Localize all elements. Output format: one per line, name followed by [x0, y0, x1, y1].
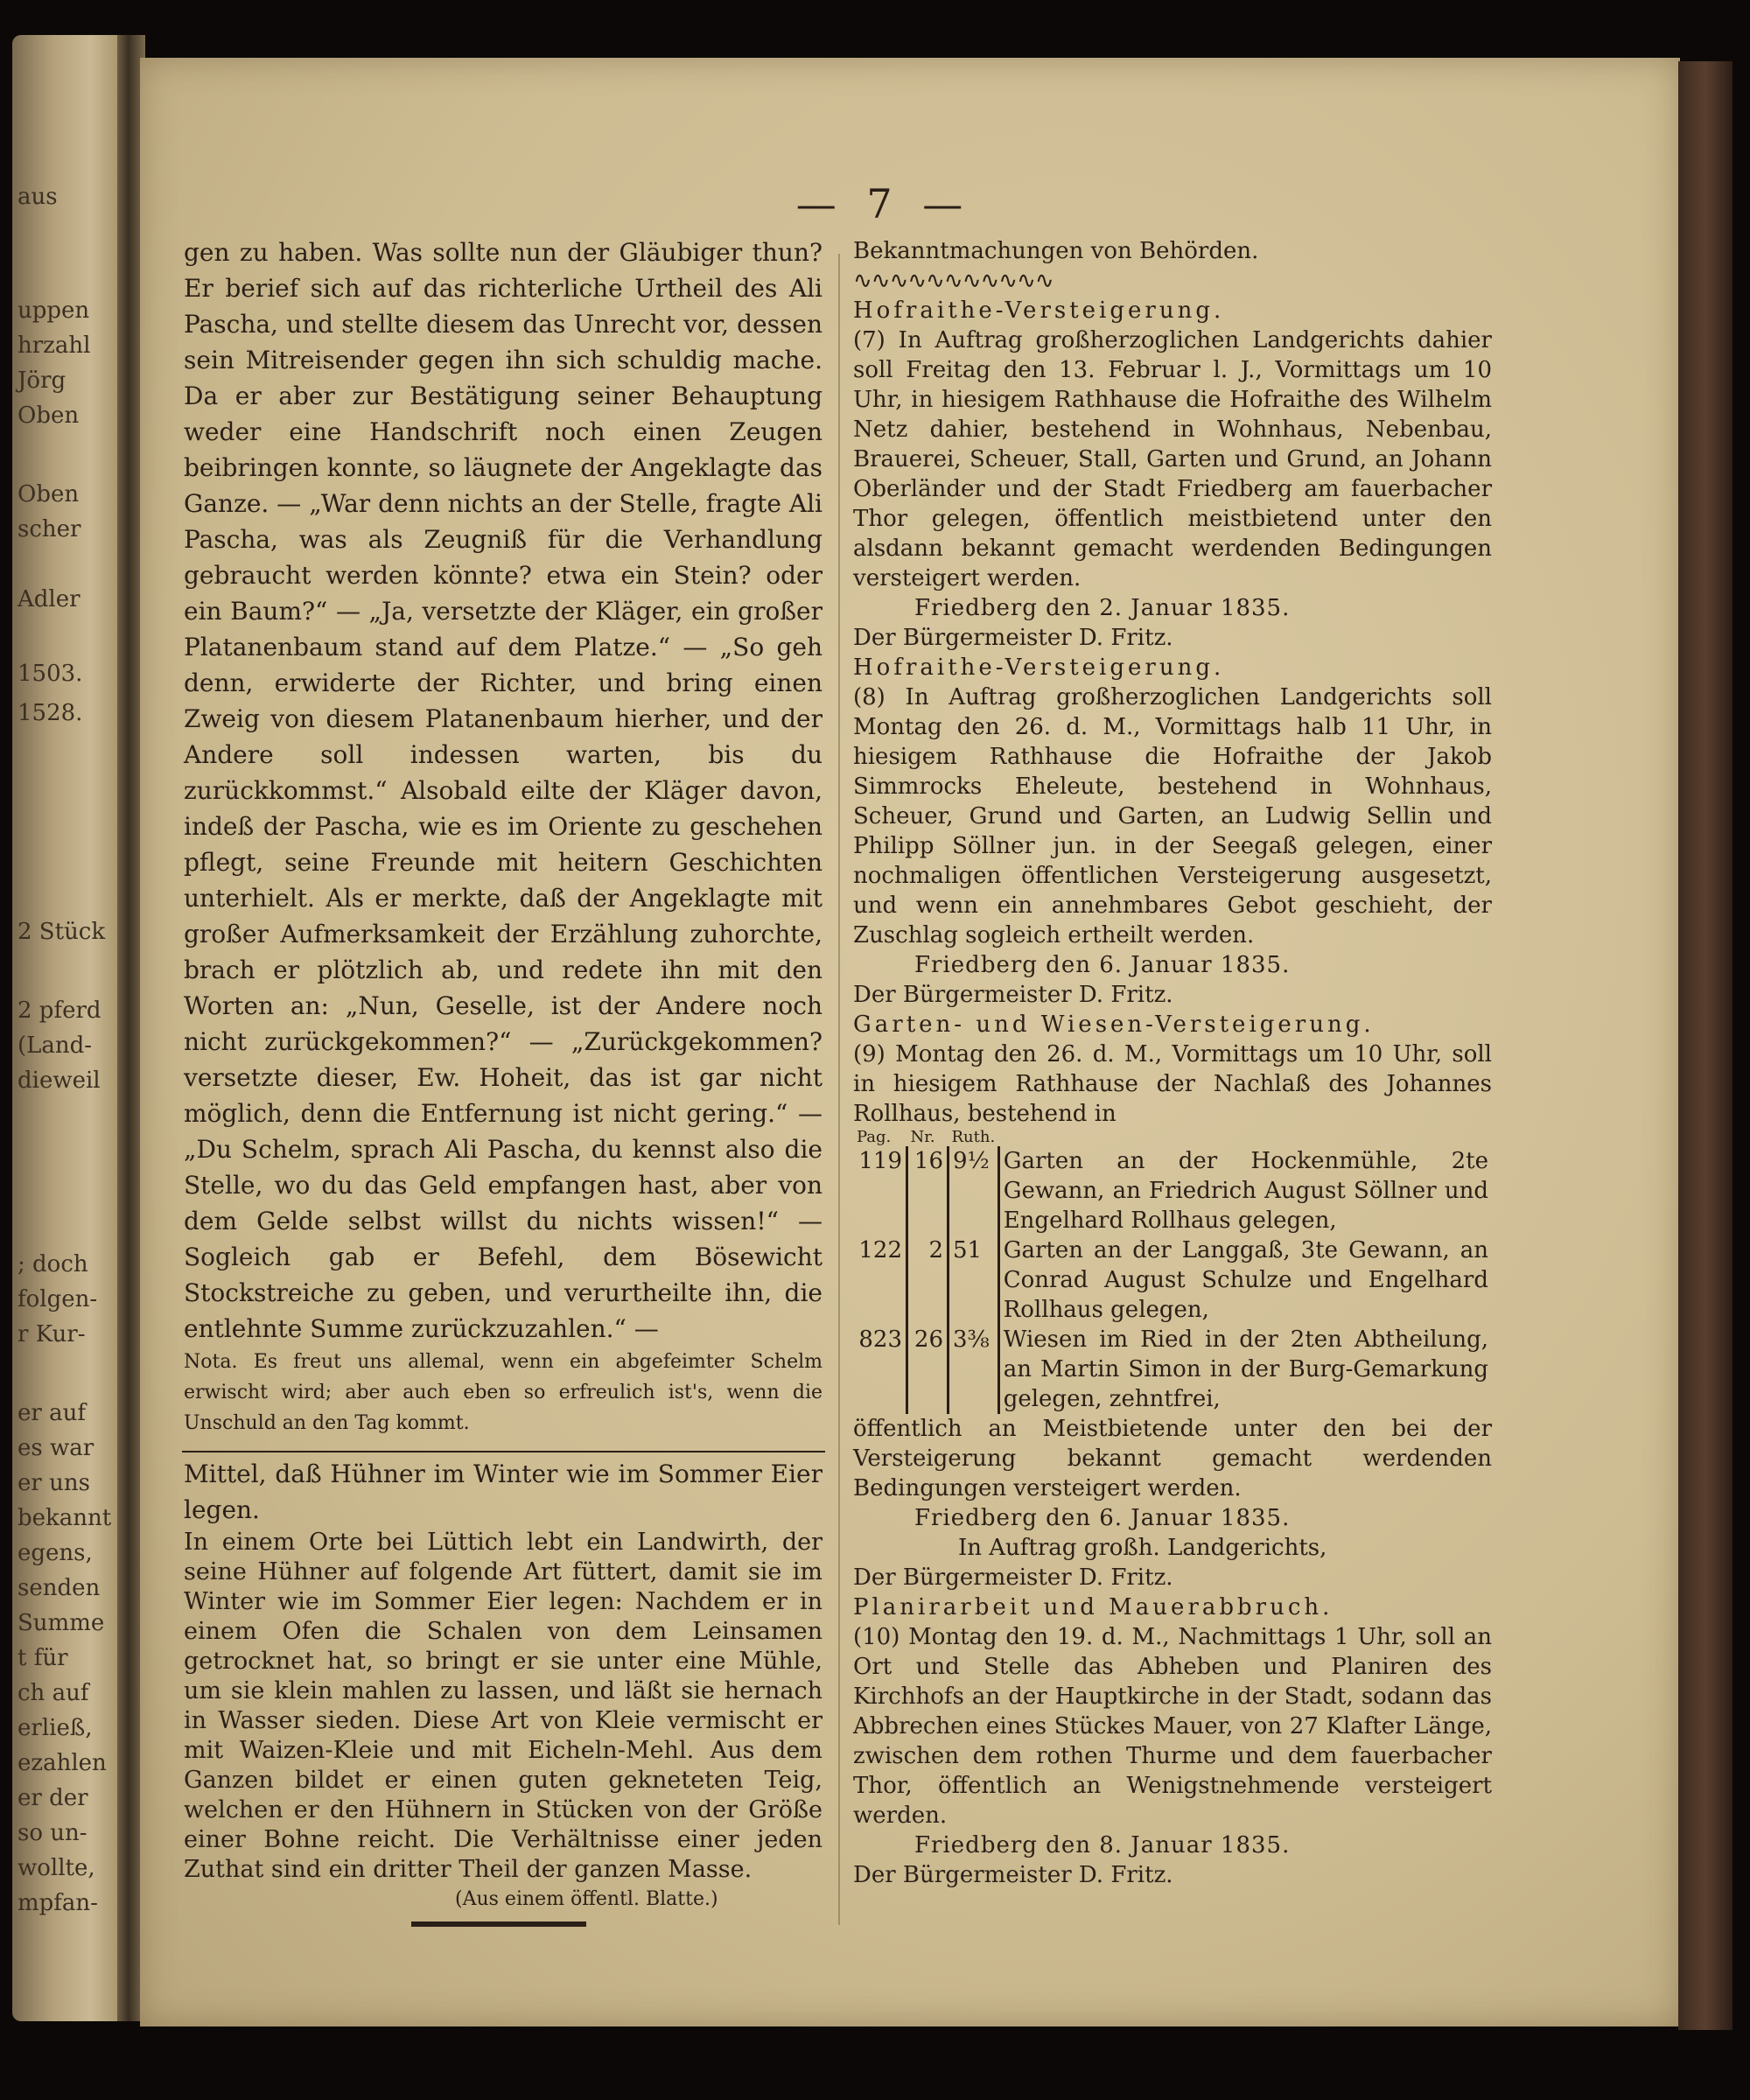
previous-page-fragment: so un-	[18, 1820, 88, 1846]
header-pag: Pag.	[857, 1128, 892, 1146]
notice-10-heading: Planirarbeit und Mauerabbruch.	[853, 1594, 1334, 1620]
notice-7-place-date: Friedberg den 2. Januar 1835.	[914, 595, 1291, 621]
cell-pag: 119	[853, 1146, 907, 1236]
previous-page-fragment: wollte,	[18, 1855, 95, 1881]
previous-page-fragment: er der	[18, 1785, 88, 1811]
previous-page-fragment: uppen	[18, 298, 90, 324]
cell-ruth: 3⅜	[948, 1325, 999, 1414]
previous-page-fragment: ; doch	[18, 1251, 88, 1278]
notice-9-place-date: Friedberg den 6. Januar 1835.	[914, 1505, 1291, 1531]
notice-8-heading: Hofraithe-Versteigerung.	[853, 654, 1225, 681]
previous-page-fragment: er uns	[18, 1470, 90, 1496]
previous-page-fragment: 1503.	[18, 661, 83, 687]
previous-page-fragment: hrzahl	[18, 332, 91, 359]
previous-page-fragment: 2 Stück	[18, 919, 106, 945]
column-separator	[838, 254, 840, 1925]
cell-desc: Garten an der Hockenmühle, 2te Gewann, an Friedrich August Söllner und Engelhard Rollhaus gelegen,	[1003, 1148, 1488, 1234]
table-row	[853, 1236, 1492, 1325]
page-number: — 7 —	[795, 180, 972, 228]
nota-note: Nota. Es freut uns allemal, wenn ein abgefeimter Schelm erwischt wird; aber auch eben so erfreulich ist's, wenn die Unschuld an den Tag kommt.	[184, 1351, 822, 1434]
section-title: Bekanntmachungen von Behörden.	[853, 238, 1259, 264]
previous-page-fragment: senden	[18, 1575, 101, 1601]
previous-page-fragment: r Kur-	[18, 1321, 86, 1348]
previous-page-fragment: Jörg	[18, 368, 66, 394]
notice-10-place-date: Friedberg den 8. Januar 1835.	[914, 1832, 1291, 1858]
previous-page-fragment: Oben	[18, 481, 80, 508]
notice-8-text: (8) In Auftrag großherzoglichen Landgerichts soll Montag den 26. d. M., Vormittags halb 11 Uhr, in hiesigem Rathhause die Hofraithe der Jakob Simmrocks Eheleute, bestehend in Wohnhaus, Scheuer, Grund und Garten, an Ludwig Sellin und Philipp Söllner jun. in der Seegaß gelegen, einer nochmaligen öffentlichen Versteigerung ausgesetzt, und wenn ein annehmbares Gebot geschieht, der Zuschlag sogleich ertheilt werden.	[853, 684, 1492, 948]
notice-9-intro: (9) Montag den 26. d. M., Vormittags um 10 Uhr, soll in hiesigem Rathhause der Nachlaß des Johannes Rollhaus, bestehend in	[853, 1041, 1492, 1127]
previous-page-fragment: Oben	[18, 402, 80, 429]
notice-8-place-date: Friedberg den 6. Januar 1835.	[914, 952, 1291, 978]
cell-ruth: 51	[948, 1236, 999, 1325]
cell-pag: 823	[853, 1325, 907, 1414]
notice-9-signature: Der Bürgermeister D. Fritz.	[853, 1564, 1173, 1591]
notice-7-heading: Hofraithe-Versteigerung.	[853, 298, 1225, 324]
cell-pag: 122	[853, 1236, 907, 1325]
previous-page-fragment: folgen-	[18, 1286, 98, 1312]
notice-9-authority: In Auftrag großh. Landgerichts,	[958, 1535, 1327, 1561]
previous-page-fragment: er auf	[18, 1400, 86, 1426]
notice-10-text: (10) Montag den 19. d. M., Nachmittags 1 Uhr, soll an Ort und Stelle das Abheben und Planiren des Kirchhofs an der Hauptkirche in der Stadt, sodann das Abbrechen eines Stückes Mauer, von 27 Klafter Länge, zwischen dem rothen Thurme und dem fauerbacher Thor, öffentlich an Wenigstnehmende versteigert werden.	[853, 1624, 1492, 1829]
story-paragraph: gen zu haben. Was sollte nun der Gläubiger thun? Er berief sich auf das richterliche Urtheil des Ali Pascha, und stellte diesem das Unrecht vor, dessen sein Mitreisender gegen ihn sich schuldig mache. Da er aber zur Bestätigung seiner Behauptung weder eine Handschrift noch einen Zeugen beibringen konnte, so läugnete der Angeklagte das Ganze. — „War denn nichts an der Stelle, fragte Ali Pascha, was als Zeugniß für die Verhandlung gebraucht werden könnte? etwa ein Stein? oder ein Baum?“ — „Ja, versetzte der Kläger, ein großer Platanenbaum stand auf dem Platze.“ — „So geh denn, erwiderte der Richter, und bring einen Zweig von diesem Platanenbaum hierher, und der Andere soll indessen warten, bis du zurückkommst.“ Alsobald eilte der Kläger davon, indeß der Pascha, wie es im Oriente zu geschehen pflegt, seine Freunde mit heitern Geschichten unterhielt. Als er merkte, daß der Angeklagte mit großer Aufmerksamkeit der Erzählung zuhorchte, brach er plötzlich ab, und redete ihn mit den Worten an: „Nun, Geselle, ist der Andere noch nicht zurückgekommen?“ — „Zurückgekommen? versetzte dieser, Ew. Hoheit, das ist gar nicht möglich, denn die Entfernung ist nicht gering.“ — „Du Schelm, sprach Ali Pascha, du kennst also die Stelle, wo du das Geld empfangen hast, aber von dem Gelde selbst willst du nichts wissen!“ — Sogleich gab er Befehl, dem Bösewicht Stockstreiche zu geben, und verurtheilte ihn, die entlehnte Summe zurückzuzahlen.“ —	[184, 238, 822, 1343]
notice-10-signature: Der Bürgermeister D. Fritz.	[853, 1862, 1173, 1888]
previous-page-fragment: t für	[18, 1645, 68, 1671]
article-block	[184, 1456, 822, 1885]
plots-table	[853, 1129, 1492, 1414]
previous-page-fragment: (Land-	[18, 1032, 93, 1059]
header-desc	[998, 1129, 1492, 1146]
header-nr: Nr.	[910, 1128, 935, 1146]
previous-page-fragment: 1528.	[18, 700, 83, 726]
notice-7-signature: Der Bürgermeister D. Fritz.	[853, 625, 1173, 651]
cell-desc: Garten an der Langgaß, 3te Gewann, an Conrad August Schulze und Engelhard Rollhaus gelegen,	[1003, 1237, 1488, 1323]
previous-page-fragment: Adler	[18, 586, 80, 612]
notice-9-heading: Garten- und Wiesen-Versteigerung.	[853, 1012, 1375, 1038]
table-row	[853, 1325, 1492, 1414]
notice-7-text: (7) In Auftrag großherzoglichen Landgerichts dahier soll Freitag den 13. Februar l. J., Vormittags um 10 Uhr, in hiesigem Rathhause die Hofraithe des Wilhelm Netz dahier, bestehend in Wohnhaus, Nebenbau, Brauerei, Scheuer, Stall, Garten und Grund, an Johann Oberländer und der Stadt Friedberg am fauerbacher Thor gelegen, öffentlich meistbietend unter den alsdann bekannt gemacht werdenden Bedingungen versteigert werden.	[853, 327, 1492, 592]
table-row	[853, 1146, 1492, 1236]
end-rule	[411, 1922, 586, 1927]
article-source: (Aus einem öffentl. Blatte.)	[455, 1888, 718, 1910]
ornament-rule: ∿∿∿∿∿∿∿∿∿∿∿	[853, 268, 1054, 294]
previous-page-fragment: egens,	[18, 1540, 93, 1566]
article-text: In einem Orte bei Lüttich lebt ein Landwirth, der seine Hühner auf folgende Art füttert, damit sie im Winter wie im Sommer Eier legen: Nachdem er in einem Ofen die Schalen von dem Leinsamen getrocknet hat, so bringt er sie unter eine Mühle, um sie klein mahlen zu lassen, und läßt sie hernach in Wasser sieden. Diese Art von Kleie vermischt er mit Waizen-Kleie und mit Eicheln-Mehl. Aus dem Ganzen bildet er einen guten gekneteten Teig, welchen er den Hühnern in Stücken von der Größe einer Bohne reicht. Die Verhältnisse einer jeden Zuthat sind ein dritter Theil der ganzen Masse.	[184, 1529, 822, 1883]
cell-nr: 16	[907, 1146, 948, 1236]
notice-9-outro: öffentlich an Meistbietende unter den bei der Versteigerung bekannt gemacht werdenden Bedingungen versteigert werden.	[853, 1416, 1492, 1502]
header-ruth: Ruth.	[951, 1128, 996, 1146]
cell-nr: 2	[907, 1236, 948, 1325]
plots-table-header	[853, 1129, 1492, 1146]
previous-page-fragment: mpfan-	[18, 1890, 98, 1916]
previous-page-fragment: scher	[18, 516, 81, 542]
section-divider	[182, 1451, 825, 1452]
previous-page-fragment: dieweil	[18, 1068, 101, 1094]
previous-page-fragment: bekannt	[18, 1505, 112, 1531]
previous-page-fragment: aus	[18, 184, 58, 210]
cell-ruth: 9½	[948, 1146, 999, 1236]
previous-page-fragment: es war	[18, 1435, 94, 1461]
left-column	[184, 234, 822, 1438]
cell-desc: Wiesen im Ried in der 2ten Abtheilung, an Martin Simon in der Burg-Gemarkung gelegen, zehntfrei,	[1003, 1326, 1488, 1412]
previous-page-edge	[12, 35, 117, 2021]
previous-page-fragment: Summe	[18, 1610, 105, 1636]
right-column	[853, 236, 1492, 1890]
previous-page-fragment: erließ,	[18, 1715, 93, 1741]
previous-page-fragment: 2 pferd	[18, 998, 102, 1024]
article-title: Mittel, daß Hühner im Winter wie im Sommer Eier legen.	[184, 1460, 822, 1524]
book-cover-edge	[1678, 61, 1732, 2030]
cell-nr: 26	[907, 1325, 948, 1414]
notice-8-signature: Der Bürgermeister D. Fritz.	[853, 982, 1173, 1008]
previous-page-fragment: ch auf	[18, 1680, 89, 1706]
previous-page-fragment: ezahlen	[18, 1750, 107, 1776]
